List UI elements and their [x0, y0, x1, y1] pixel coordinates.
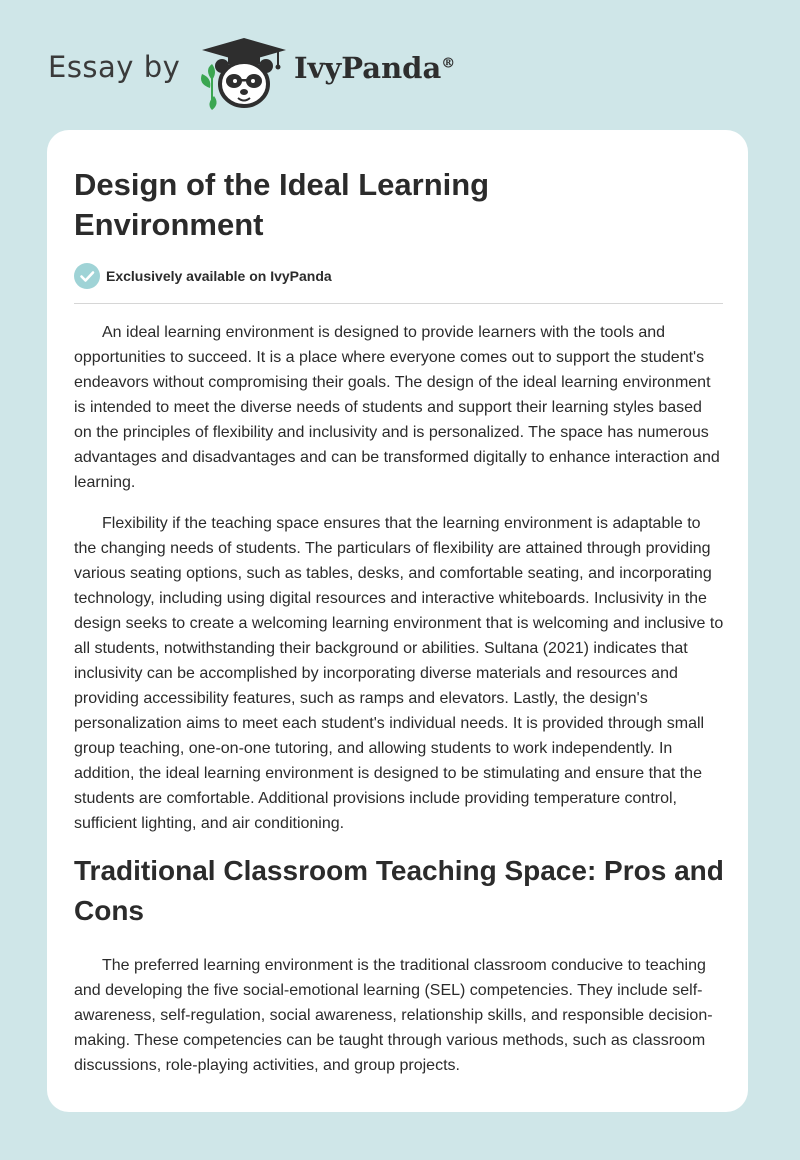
- section-heading: Traditional Classroom Teaching Space: Pros and Cons: [74, 855, 724, 926]
- registered-mark: ®: [441, 55, 456, 72]
- exclusive-badge-text: Exclusively available on IvyPanda: [106, 268, 332, 284]
- brand-label: IvyPanda: [294, 51, 442, 85]
- paragraph-flexibility: Flexibility if the teaching space ensures that the learning environment is adaptable to the changing needs of students. The particulars of flexibility are attained through providing various seating options, such as tables, desks, and comfortable seating, and incorporating technology, including using digital resources and interactive whiteboards. Inclusivity in the design seeks to create a welcoming learning environment that is welcoming and inclusive to all students, notwithstanding their background or abilities. Sultana (2021) indicates that inclusivity can be accomplished by incorporating diverse materials and resources and providing accessibility features, such as ramps and elevators. Lastly, the design's personalization aims to meet each student's individual needs. It is provided through small group teaching, one-on-one tutoring, and allowing students to work independently. In addition, the ideal learning environment is designed to be stimulating and ensure that the students are comfortable. Additional provisions include providing temperature control, sufficient lighting, and air conditioning.: [74, 515, 724, 832]
- essay-by-label: Essay by: [48, 50, 181, 84]
- paragraph-intro: An ideal learning environment is designed to provide learners with the tools and opportunities to succeed. It is a place where everyone comes out to support the student's endeavors without compromising their goals. The design of the ideal learning environment is intended to meet the diverse needs of students and support their learning styles based on the principles of flexibility and inclusivity and is personalized. The space has numerous advantages and disadvantages and can be transformed digitally to enhance interaction and learning.: [74, 324, 720, 491]
- brand-name[interactable]: [294, 51, 455, 85]
- essay-title: Design of the Ideal Learning Environment: [74, 167, 490, 242]
- paragraph-traditional-classroom: The preferred learning environment is the traditional classroom conducive to teaching and developing the five social-emotional learning (SEL) competencies. They include self-awareness, self-regulation, social awareness, relationship skills, and responsible decision-making. These competencies can be taught through various methods, such as classroom discussions, role-playing activities, and group projects.: [74, 957, 713, 1074]
- site-header: [0, 0, 800, 130]
- check-circle-icon: [74, 263, 100, 289]
- title-divider: [74, 303, 723, 304]
- exclusive-badge: [74, 263, 332, 289]
- panda-graduation-cap-icon[interactable]: [198, 36, 290, 110]
